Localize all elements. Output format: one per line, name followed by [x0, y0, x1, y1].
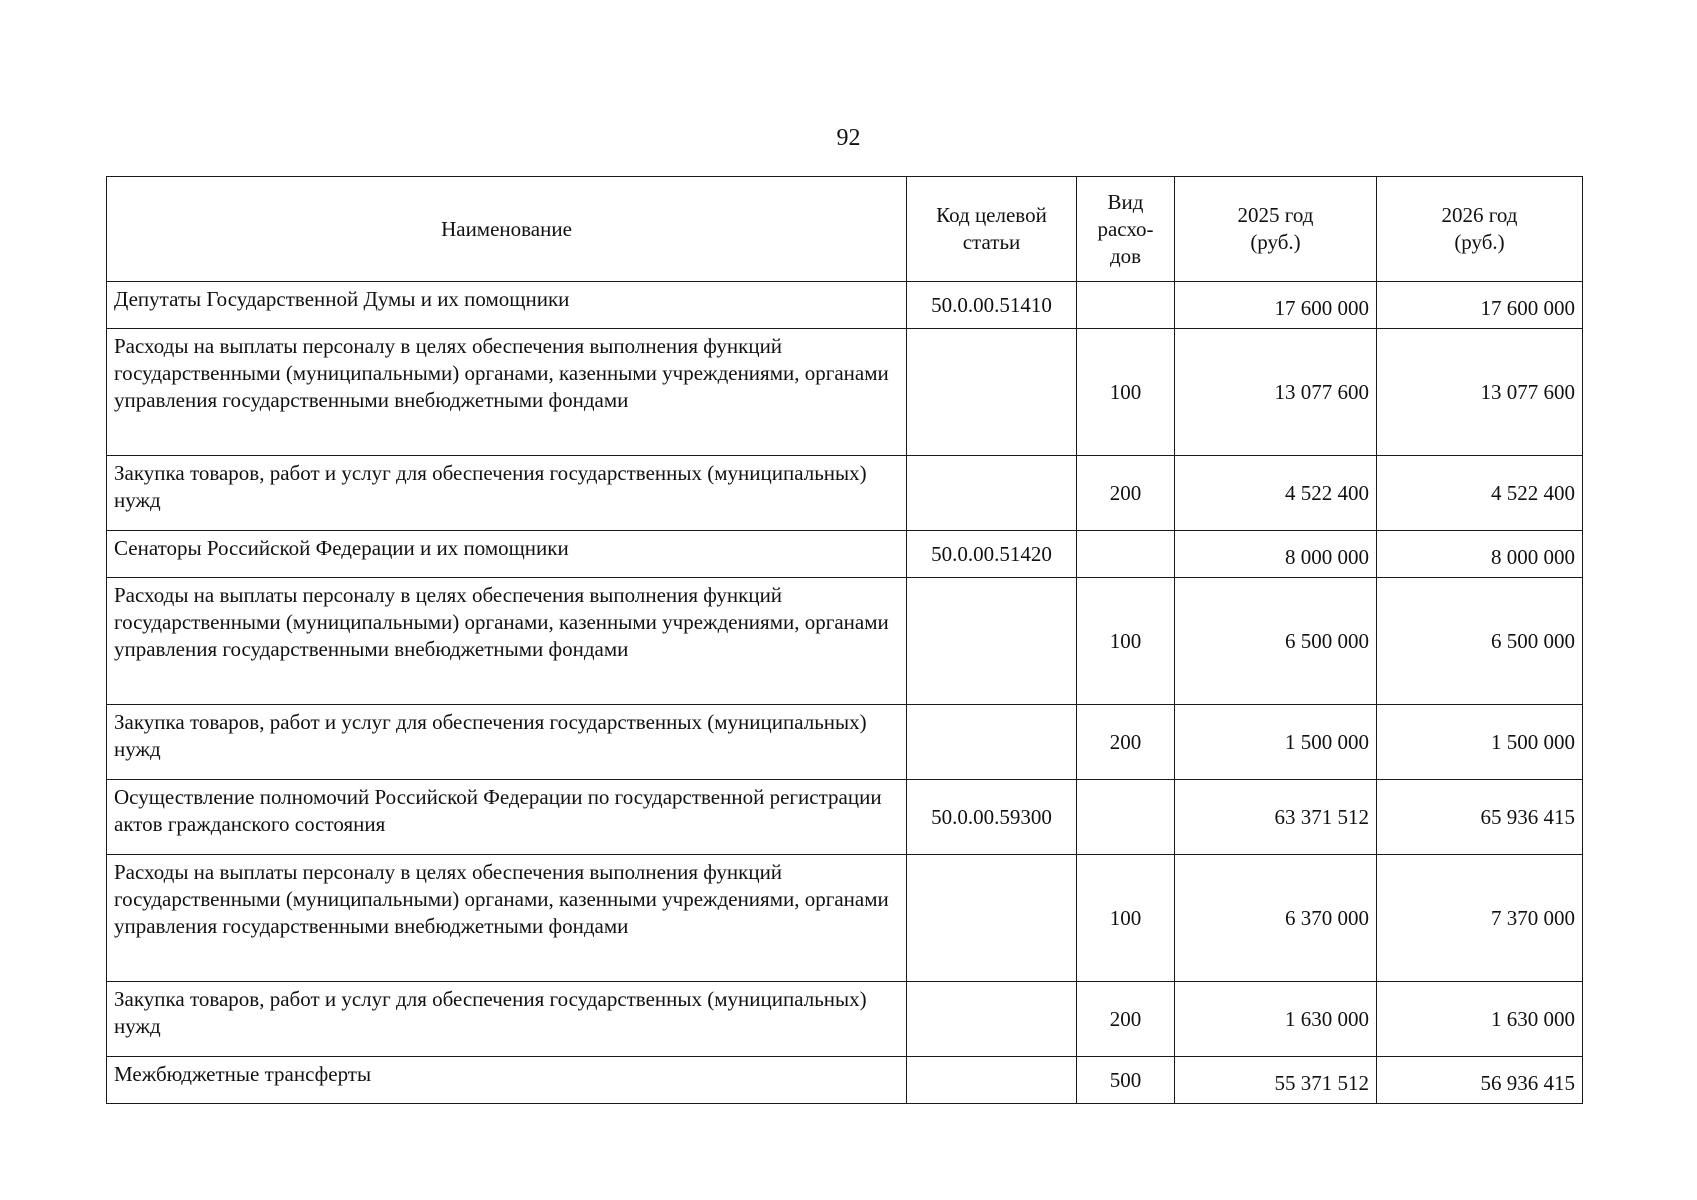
- cell-2025: 6 370 000: [1175, 855, 1377, 982]
- cell-code: [907, 578, 1077, 705]
- table-row: [107, 531, 1583, 578]
- cell-code: 50.0.00.59300: [907, 780, 1077, 855]
- header-2026: [1377, 177, 1583, 282]
- cell-name: Закупка товаров, работ и услуг для обеспечения государственных (муниципальных) нужд: [107, 456, 907, 531]
- cell-code: 50.0.00.51420: [907, 531, 1077, 578]
- table-row: [107, 780, 1583, 855]
- cell-name: Закупка товаров, работ и услуг для обеспечения государственных (муниципальных) нужд: [107, 982, 907, 1057]
- cell-2026: 4 522 400: [1377, 456, 1583, 531]
- budget-table: [106, 176, 1583, 1104]
- table-row: [107, 456, 1583, 531]
- table-row: [107, 282, 1583, 329]
- cell-name: Сенаторы Российской Федерации и их помощники: [107, 531, 907, 578]
- cell-kind: 100: [1077, 578, 1175, 705]
- cell-2026: 7 370 000: [1377, 855, 1583, 982]
- header-2026-line: 2026 год: [1441, 203, 1518, 227]
- cell-2025: 4 522 400: [1175, 456, 1377, 531]
- cell-kind: 500: [1077, 1057, 1175, 1104]
- header-name: Наименование: [107, 177, 907, 282]
- header-code: [907, 177, 1077, 282]
- cell-code: [907, 855, 1077, 982]
- cell-2025: 17 600 000: [1175, 282, 1377, 329]
- table-row: [107, 855, 1583, 982]
- header-kind-line: расхо-: [1097, 216, 1154, 241]
- cell-kind: [1077, 780, 1175, 855]
- header-kind-line: Вид: [1107, 189, 1144, 214]
- cell-2026: 6 500 000: [1377, 578, 1583, 705]
- cell-2026: 1 500 000: [1377, 705, 1583, 780]
- table-row: [107, 329, 1583, 456]
- cell-name: Закупка товаров, работ и услуг для обеспечения государственных (муниципальных) нужд: [107, 705, 907, 780]
- cell-2026: 65 936 415: [1377, 780, 1583, 855]
- cell-name: Осуществление полномочий Российской Федерации по государственной регистрации актов гражданского состояния: [107, 780, 907, 855]
- cell-2025: 1 630 000: [1175, 982, 1377, 1057]
- cell-2026: 1 630 000: [1377, 982, 1583, 1057]
- cell-kind: 200: [1077, 456, 1175, 531]
- cell-kind: 100: [1077, 855, 1175, 982]
- cell-2025: 1 500 000: [1175, 705, 1377, 780]
- cell-kind: [1077, 282, 1175, 329]
- cell-name: Расходы на выплаты персоналу в целях обеспечения выполнения функций государственными (муниципальными) органами, казенными учреждениями, органами управления государственными внебюджетными фондами: [107, 329, 907, 456]
- header-2025-line: (руб.): [1250, 230, 1301, 254]
- cell-2026: 8 000 000: [1377, 531, 1583, 578]
- cell-2025: 13 077 600: [1175, 329, 1377, 456]
- cell-2025: 55 371 512: [1175, 1057, 1377, 1104]
- cell-2026: 17 600 000: [1377, 282, 1583, 329]
- cell-code: [907, 705, 1077, 780]
- cell-name: Межбюджетные трансферты: [107, 1057, 907, 1104]
- table-header-row: [107, 177, 1583, 282]
- cell-2025: 8 000 000: [1175, 531, 1377, 578]
- cell-kind: 100: [1077, 329, 1175, 456]
- cell-kind: 200: [1077, 705, 1175, 780]
- cell-code: [907, 456, 1077, 531]
- header-2025-line: 2025 год: [1237, 203, 1314, 227]
- header-kind: [1077, 177, 1175, 282]
- table-row: [107, 982, 1583, 1057]
- header-kind-line: дов: [1109, 243, 1142, 268]
- page-number: 92: [836, 125, 861, 151]
- cell-code: 50.0.00.51410: [907, 282, 1077, 329]
- cell-name: Депутаты Государственной Думы и их помощники: [107, 282, 907, 329]
- cell-2025: 6 500 000: [1175, 578, 1377, 705]
- cell-name: Расходы на выплаты персоналу в целях обеспечения выполнения функций государственными (муниципальными) органами, казенными учреждениями, органами управления государственными внебюджетными фондами: [107, 855, 907, 982]
- header-code-line: Код целевой: [936, 203, 1047, 227]
- cell-code: [907, 1057, 1077, 1104]
- header-code-line: статьи: [962, 230, 1021, 254]
- header-2026-line: (руб.): [1454, 230, 1505, 254]
- cell-2025: 63 371 512: [1175, 780, 1377, 855]
- cell-code: [907, 982, 1077, 1057]
- table-row: [107, 705, 1583, 780]
- cell-2026: 13 077 600: [1377, 329, 1583, 456]
- cell-kind: 200: [1077, 982, 1175, 1057]
- table-row: [107, 578, 1583, 705]
- cell-kind: [1077, 531, 1175, 578]
- cell-name: Расходы на выплаты персоналу в целях обеспечения выполнения функций государственными (муниципальными) органами, казенными учреждениями, органами управления государственными внебюджетными фондами: [107, 578, 907, 705]
- cell-code: [907, 329, 1077, 456]
- header-2025: [1175, 177, 1377, 282]
- cell-2026: 56 936 415: [1377, 1057, 1583, 1104]
- table-row: [107, 1057, 1583, 1104]
